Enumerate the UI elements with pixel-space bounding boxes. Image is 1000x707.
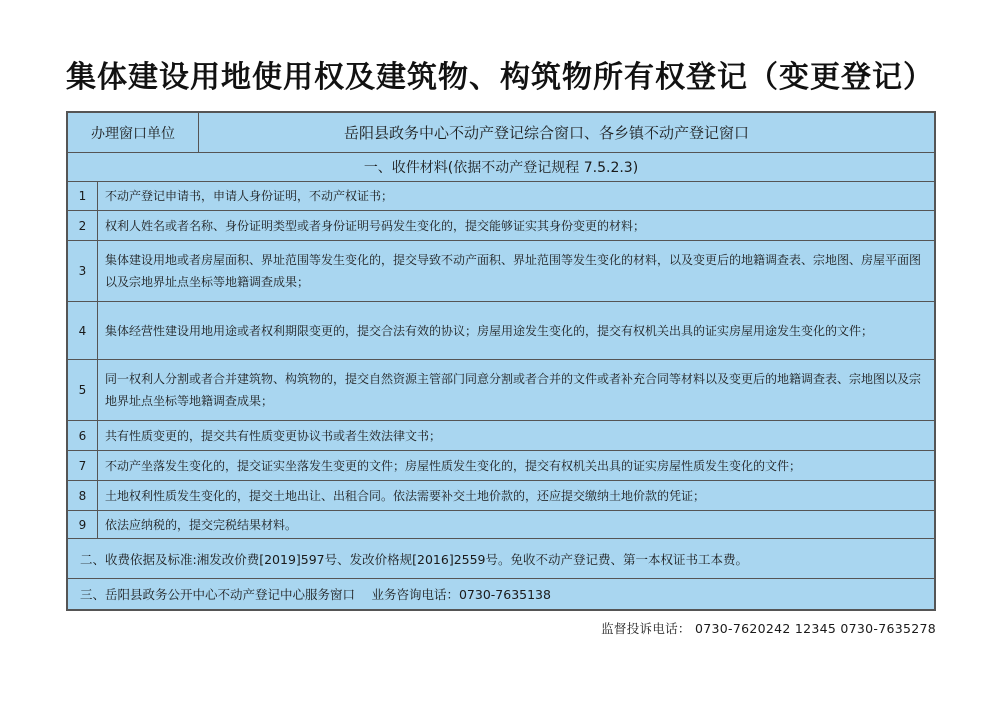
material-item-number: 6 (68, 421, 98, 450)
material-item-text: 共有性质变更的，提交共有性质变更协议书或者生效法律文书； (105, 428, 442, 443)
material-item-text: 土地权利性质发生变化的，提交土地出让、出租合同。依法需要补交土地价款的，还应提交缴纳土地价款的凭证； (105, 488, 706, 503)
material-item (68, 241, 934, 302)
material-item-text: 集体建设用地或者房屋面积、界址范围等发生变化的，提交导致不动产面积、界址范围等发生变化的材料，以及变更后的地籍调查表、宗地图、房屋平面图以及宗地界址点坐标等地籍调查成果； (105, 253, 922, 289)
registration-info-table (66, 111, 936, 611)
material-item (68, 302, 934, 360)
material-item (68, 511, 934, 539)
office-label: 办理窗口单位 (68, 113, 199, 152)
page-title: 集体建设用地使用权及建筑物、构筑物所有权登记（变更登记） (66, 60, 934, 95)
material-item-text: 权利人姓名或者名称、身份证明类型或者身份证明号码发生变化的，提交能够证实其身份变更的材料； (105, 218, 646, 233)
material-item-number: 2 (68, 211, 98, 240)
material-item-number: 5 (68, 360, 98, 420)
material-item (68, 421, 934, 451)
material-item-text: 集体经营性建设用地用途或者权利期限变更的，提交合法有效的协议；房屋用途发生变化的，提交有权机关出具的证实房屋用途发生变化的文件； (105, 323, 874, 338)
materials-heading: 一、收件材料(依据不动产登记规程 7.5.2.3) (68, 153, 934, 182)
material-item-number: 1 (68, 182, 98, 210)
material-item-text: 不动产坐落发生变化的，提交证实坐落发生变更的文件；房屋性质发生变化的，提交有权机关出具的证实房屋性质发生变化的文件； (105, 458, 802, 473)
fee-basis: 二、收费依据及标准:湘发改价费[2019]597号、发改价格规[2016]2559号。免收不动产登记费、第一本权证书工本费。 (68, 539, 934, 579)
material-item-text: 不动产登记申请书，申请人身份证明，不动产权证书； (105, 189, 394, 203)
material-item (68, 360, 934, 421)
material-item (68, 182, 934, 211)
material-item (68, 451, 934, 481)
material-item-text: 同一权利人分割或者合并建筑物、构筑物的，提交自然资源主管部门同意分割或者合并的文件或者补充合同等材料以及变更后的地籍调查表、宗地图以及宗地界址点坐标等地籍调查成果； (105, 372, 922, 408)
material-item (68, 481, 934, 511)
service-window: 三、岳阳县政务公开中心不动产登记中心服务窗口 业务咨询电话：0730-7635138 (80, 587, 551, 602)
complaint-phone: 监督投诉电话： 0730-7620242 12345 0730-7635278 (601, 621, 936, 636)
office-value: 岳阳县政务中心不动产登记综合窗口、各乡镇不动产登记窗口 (343, 124, 749, 142)
material-item-number: 7 (68, 451, 98, 480)
material-item-number: 3 (68, 241, 98, 301)
material-item-text: 依法应纳税的，提交完税结果材料。 (105, 517, 298, 532)
material-item (68, 211, 934, 241)
material-item-number: 4 (68, 302, 98, 359)
material-item-number: 8 (68, 481, 98, 510)
material-item-number: 9 (68, 511, 98, 538)
office-row (68, 113, 934, 153)
